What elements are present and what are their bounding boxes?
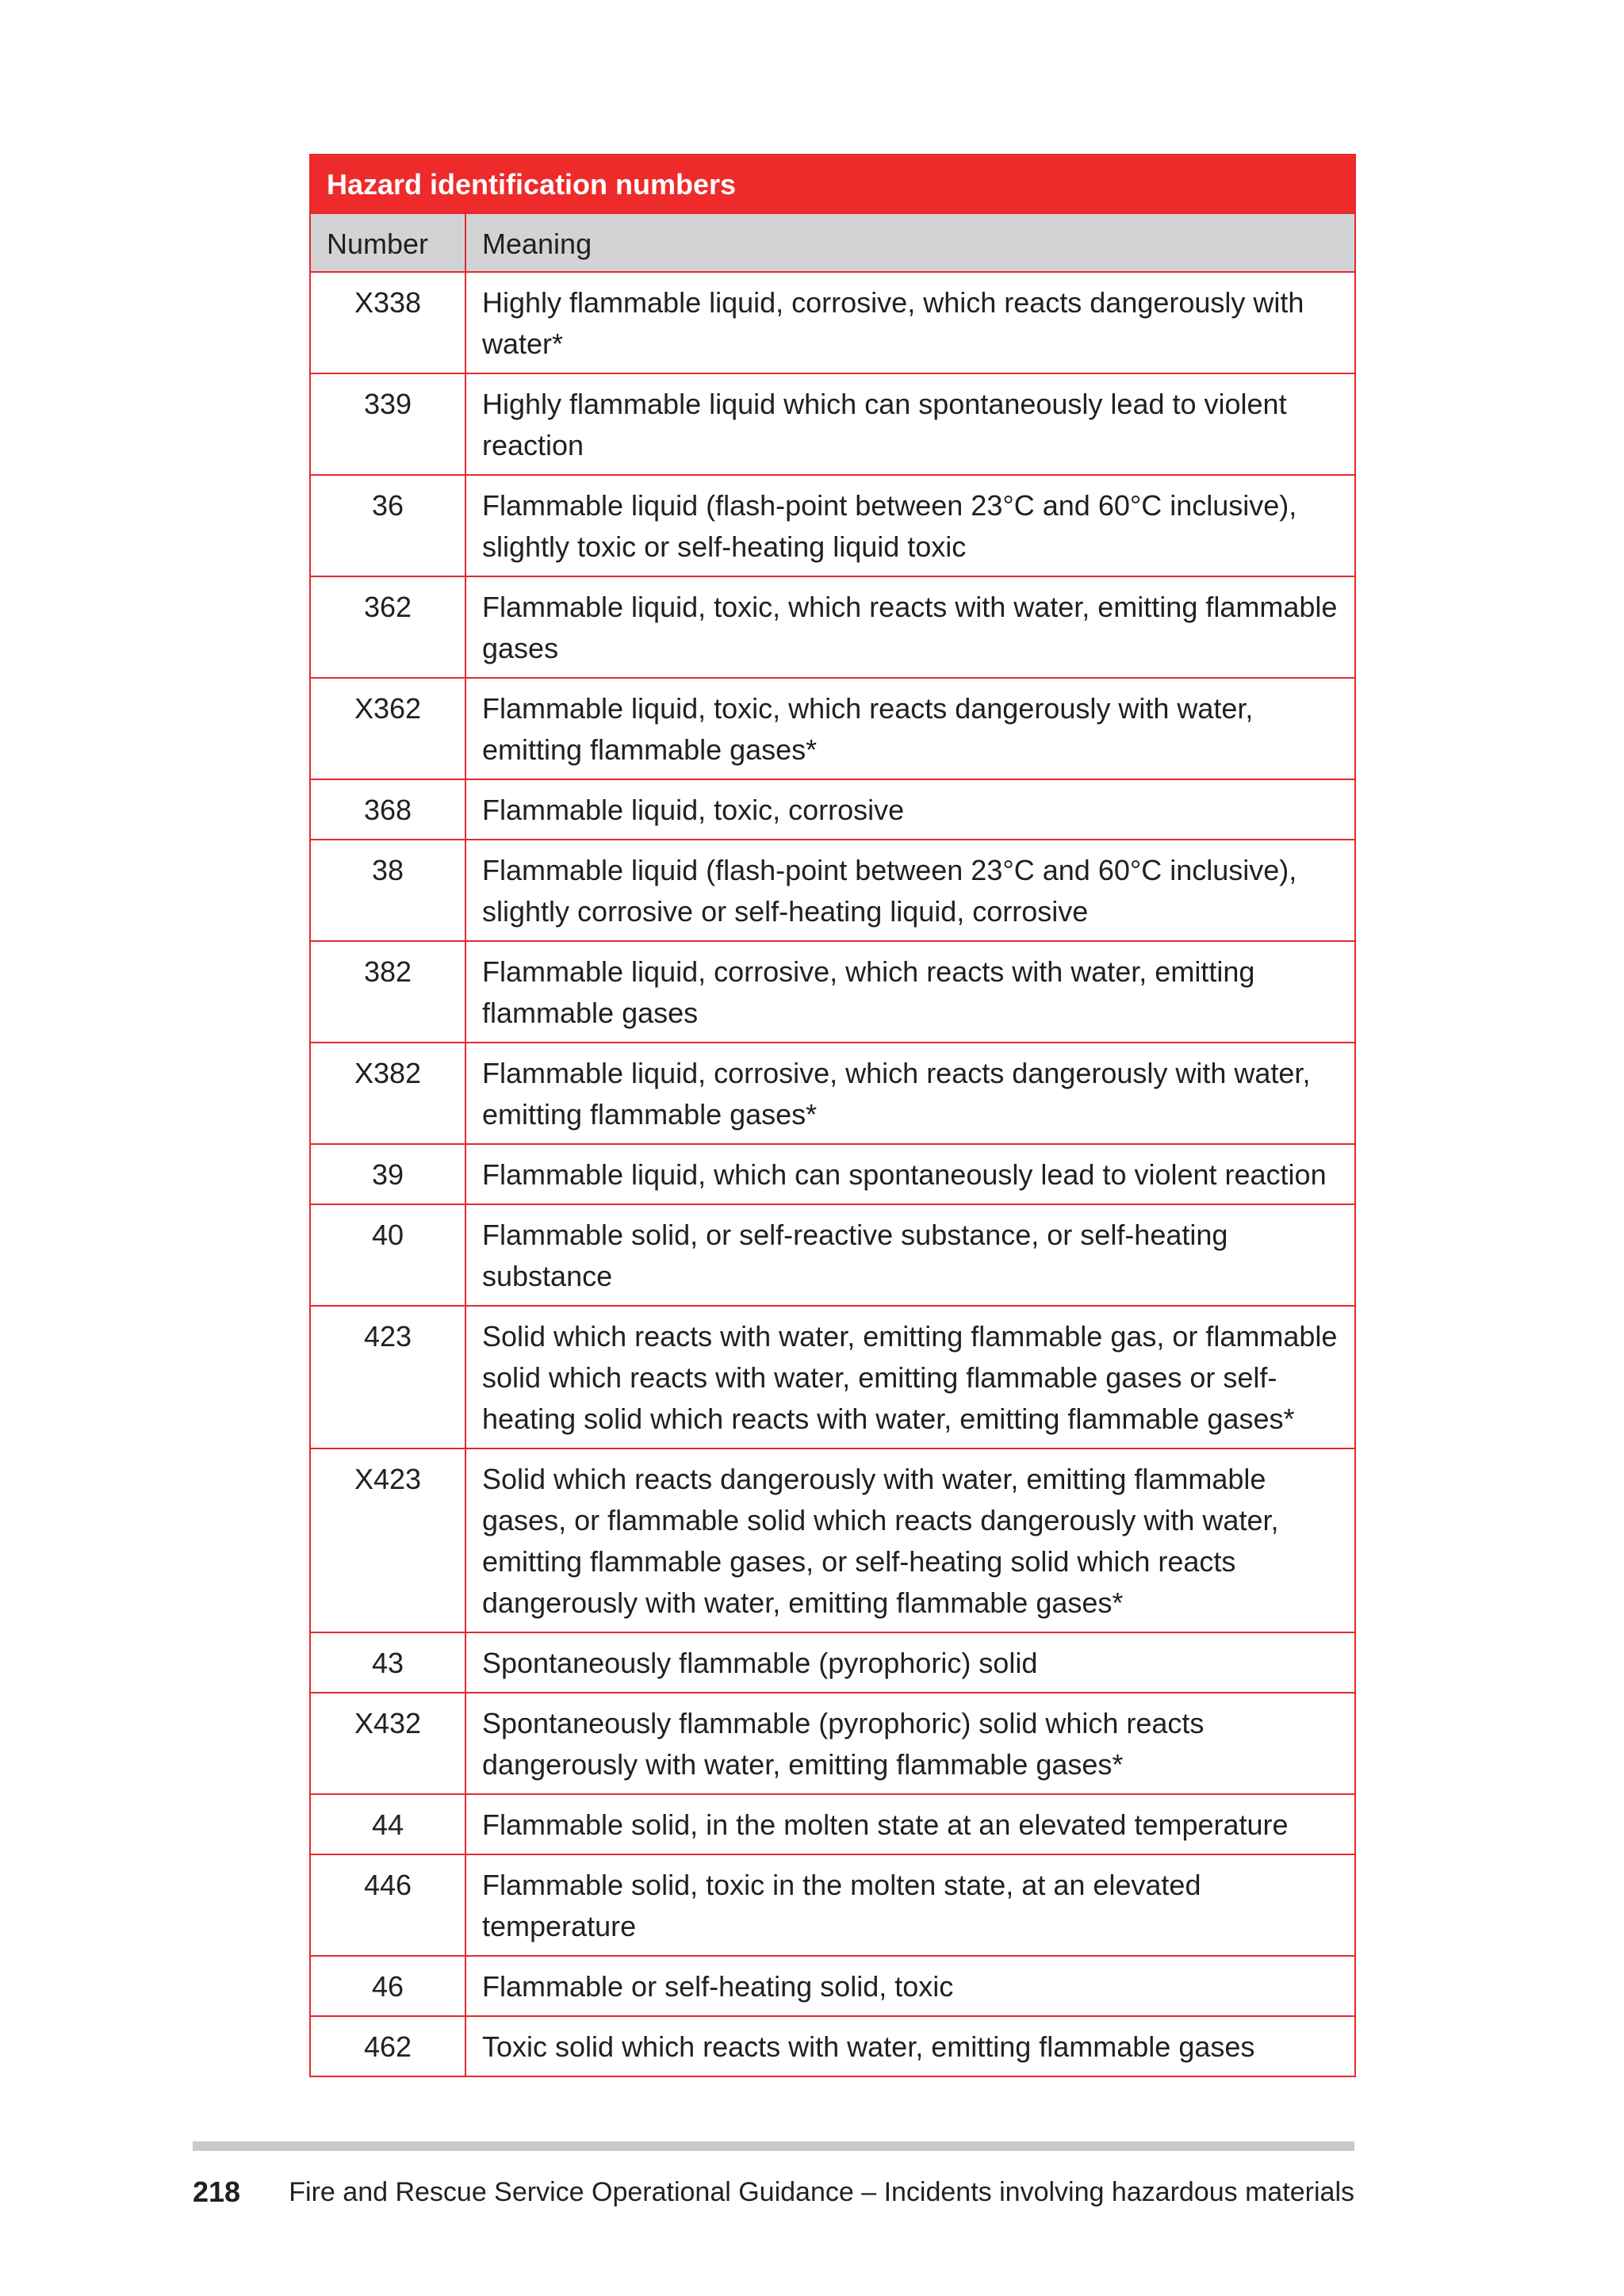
hazard-meaning-cell: Spontaneously flammable (pyrophoric) solid which reacts dangerously with water, emitting flammable gases* xyxy=(465,1693,1355,1794)
hazard-number-cell: 423 xyxy=(310,1306,465,1448)
table-title: Hazard identification numbers xyxy=(310,155,1355,213)
hazard-meaning-cell: Flammable or self-heating solid, toxic xyxy=(465,1956,1355,2016)
page-number: 218 xyxy=(193,2175,241,2208)
hazard-number-cell: X338 xyxy=(310,272,465,373)
column-header-number: Number xyxy=(310,213,465,272)
hazard-meaning-cell: Solid which reacts dangerously with water, emitting flammable gases, or flammable solid which reacts dangerously with water, emitting flammable gases, or self-heating solid which reacts dangerously with water, emitting flammable gases* xyxy=(465,1448,1355,1632)
table-row xyxy=(310,1144,1355,1204)
footer-divider xyxy=(193,2141,1354,2151)
column-header-row xyxy=(310,213,1355,272)
table-title-row xyxy=(310,155,1355,213)
hazard-meaning-cell: Flammable liquid, toxic, which reacts dangerously with water, emitting flammable gases* xyxy=(465,678,1355,779)
table-row xyxy=(310,1956,1355,2016)
hazard-number-cell: 368 xyxy=(310,779,465,840)
table-row xyxy=(310,1794,1355,1854)
hazard-meaning-cell: Flammable liquid (flash-point between 23°C and 60°C inclusive), slightly corrosive or self-heating liquid, corrosive xyxy=(465,840,1355,941)
hazard-meaning-cell: Flammable liquid, corrosive, which reacts with water, emitting flammable gases xyxy=(465,941,1355,1043)
table-row xyxy=(310,272,1355,373)
table-row xyxy=(310,1693,1355,1794)
table-row xyxy=(310,2016,1355,2076)
hazard-number-cell: 39 xyxy=(310,1144,465,1204)
hazard-meaning-cell: Flammable liquid, which can spontaneously lead to violent reaction xyxy=(465,1144,1355,1204)
hazard-meaning-cell: Solid which reacts with water, emitting flammable gas, or flammable solid which reacts with water, emitting flammable gases or self-heating solid which reacts with water, emitting flammable gases* xyxy=(465,1306,1355,1448)
hazard-number-cell: X362 xyxy=(310,678,465,779)
hazard-number-cell: 339 xyxy=(310,373,465,475)
hazard-number-cell: 362 xyxy=(310,576,465,678)
hazard-meaning-cell: Flammable liquid, toxic, corrosive xyxy=(465,779,1355,840)
table-row xyxy=(310,779,1355,840)
hazard-meaning-cell: Flammable solid, toxic in the molten state, at an elevated temperature xyxy=(465,1854,1355,1956)
table-row xyxy=(310,1448,1355,1632)
hazard-number-cell: X432 xyxy=(310,1693,465,1794)
table-row xyxy=(310,1854,1355,1956)
hazard-number-cell: 36 xyxy=(310,475,465,576)
table-row xyxy=(310,678,1355,779)
hazard-number-cell: X423 xyxy=(310,1448,465,1632)
table-row xyxy=(310,1632,1355,1693)
hazard-number-cell: 44 xyxy=(310,1794,465,1854)
hazard-meaning-cell: Flammable liquid, toxic, which reacts with water, emitting flammable gases xyxy=(465,576,1355,678)
hazard-number-cell: 446 xyxy=(310,1854,465,1956)
hazard-number-cell: 382 xyxy=(310,941,465,1043)
table-row xyxy=(310,941,1355,1043)
hazard-meaning-cell: Flammable liquid (flash-point between 23°C and 60°C inclusive), slightly toxic or self-heating liquid toxic xyxy=(465,475,1355,576)
hazard-number-cell: 40 xyxy=(310,1204,465,1306)
table-row xyxy=(310,1306,1355,1448)
table-body xyxy=(310,272,1355,2076)
hazard-meaning-cell: Highly flammable liquid, corrosive, which reacts dangerously with water* xyxy=(465,272,1355,373)
table-row xyxy=(310,576,1355,678)
column-header-meaning: Meaning xyxy=(465,213,1355,272)
hazard-number-cell: X382 xyxy=(310,1043,465,1144)
hazard-identification-table xyxy=(309,154,1356,2077)
table-row xyxy=(310,1204,1355,1306)
hazard-meaning-cell: Flammable solid, or self-reactive substance, or self-heating substance xyxy=(465,1204,1355,1306)
hazard-meaning-cell: Flammable liquid, corrosive, which reacts dangerously with water, emitting flammable gases* xyxy=(465,1043,1355,1144)
hazard-number-cell: 43 xyxy=(310,1632,465,1693)
footer-document-title: Fire and Rescue Service Operational Guidance – Incidents involving hazardous materials xyxy=(289,2177,1354,2207)
table-row xyxy=(310,373,1355,475)
hazard-meaning-cell: Spontaneously flammable (pyrophoric) solid xyxy=(465,1632,1355,1693)
table-row xyxy=(310,840,1355,941)
table-row xyxy=(310,1043,1355,1144)
hazard-number-cell: 38 xyxy=(310,840,465,941)
hazard-meaning-cell: Toxic solid which reacts with water, emitting flammable gases xyxy=(465,2016,1355,2076)
hazard-number-cell: 46 xyxy=(310,1956,465,2016)
table-row xyxy=(310,475,1355,576)
hazard-meaning-cell: Flammable solid, in the molten state at an elevated temperature xyxy=(465,1794,1355,1854)
hazard-meaning-cell: Highly flammable liquid which can spontaneously lead to violent reaction xyxy=(465,373,1355,475)
hazard-number-cell: 462 xyxy=(310,2016,465,2076)
